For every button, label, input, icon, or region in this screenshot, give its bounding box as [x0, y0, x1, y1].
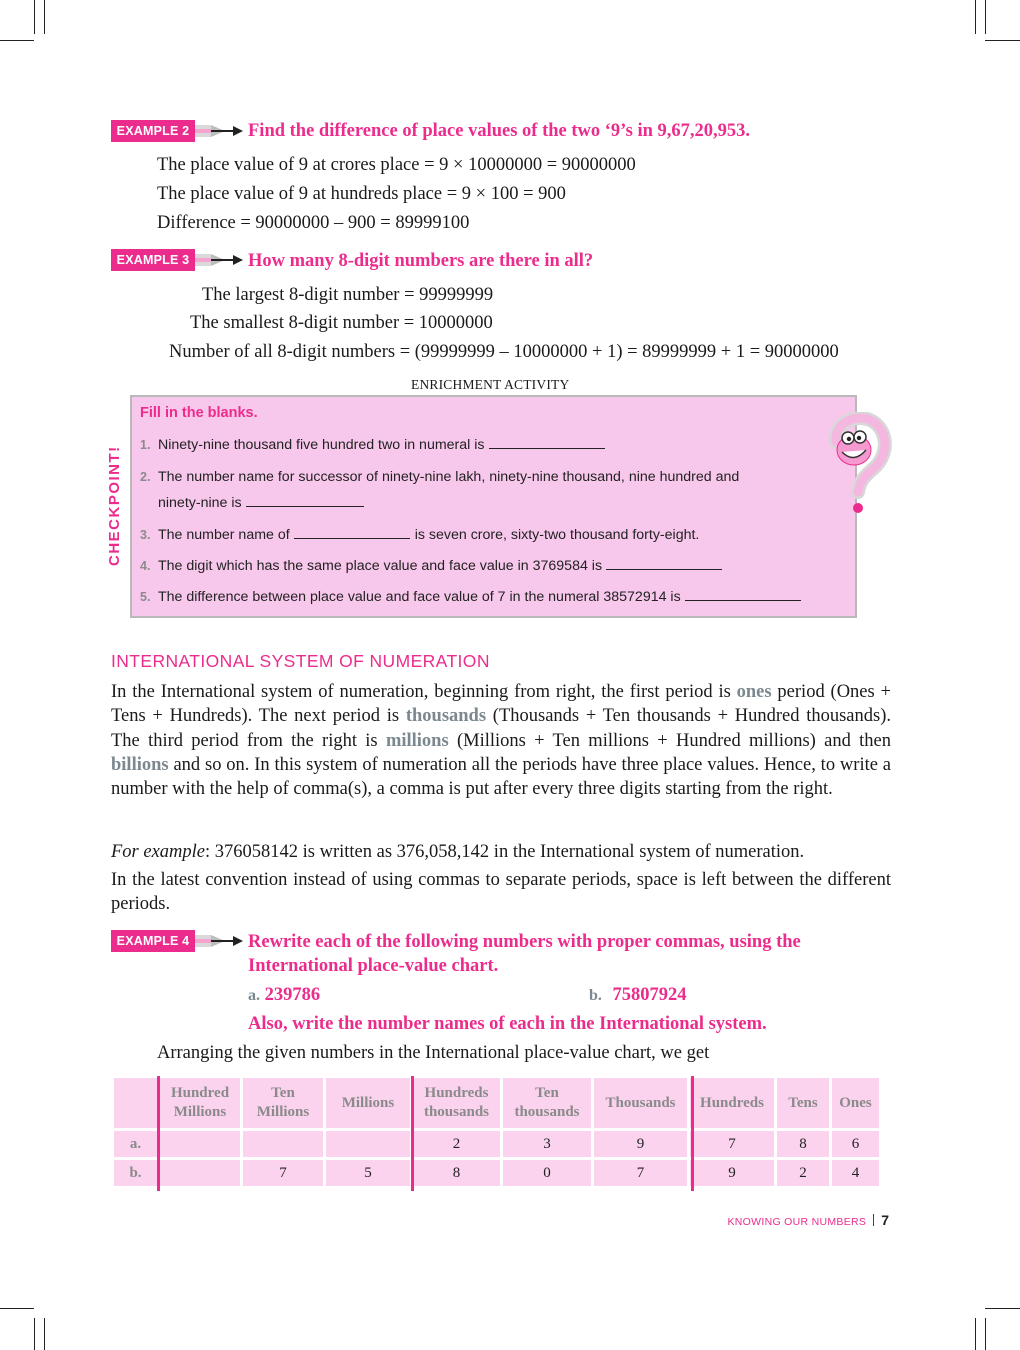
item-text: Ninety-nine thousand five hundred two in numeral is: [158, 437, 485, 453]
example-3-line-3: Number of all 8-digit numbers = (99999999 – 10000000 + 1) = 89999999 + 1 = 90000000: [169, 342, 839, 362]
example-4-question-line-2: International place-value chart.: [248, 956, 499, 976]
checkpoint-item-2: [140, 468, 739, 486]
checkpoint-item-5: [140, 588, 801, 606]
item-text: ninety-nine is: [158, 495, 242, 511]
checkpoint-item-3: [140, 526, 699, 544]
table-header-row: [114, 1078, 879, 1128]
header-hundreds: Hundreds: [690, 1078, 774, 1128]
footer-chapter: KNOWING OUR NUMBERS: [727, 1216, 867, 1228]
answer-blank[interactable]: [489, 447, 605, 449]
table-cell: 9: [690, 1160, 774, 1186]
pencil-arrow-icon: [195, 120, 245, 142]
example-label: For example: [111, 842, 206, 862]
table-cell: 3: [503, 1131, 591, 1157]
checkpoint-item-2-cont: [158, 494, 364, 512]
row-label: b.: [114, 1160, 157, 1186]
checkpoint-side-label: CHECKPOINT!: [106, 445, 123, 566]
pencil-arrow-icon: [195, 249, 245, 271]
table-cell: [160, 1131, 240, 1157]
item-number: 2.: [140, 470, 151, 484]
example-3-question: How many 8-digit numbers are there in all?: [248, 251, 594, 271]
header-ones: Ones: [832, 1078, 879, 1128]
question-mark-mascot-icon: [828, 412, 894, 516]
header-tens: Tens: [777, 1078, 829, 1128]
p1-text-a: In the International system of numeration, beginning from right, the first period is: [111, 682, 737, 702]
table-cell: [160, 1160, 240, 1186]
table-cell: [326, 1131, 410, 1157]
table-cell: 8: [413, 1160, 500, 1186]
page-number: 7: [881, 1212, 889, 1228]
item-text: The digit which has the same place value and face value in 3769584 is: [158, 558, 603, 574]
table-cell: 7: [243, 1160, 323, 1186]
term-thousands: thousands: [405, 706, 487, 727]
period-divider: [691, 1076, 694, 1191]
example-2-line-1: The place value of 9 at crores place = 9 × 10000000 = 90000000: [157, 155, 636, 175]
table-cell: [243, 1131, 323, 1157]
term-ones: ones: [736, 682, 772, 702]
table-cell: 0: [503, 1160, 591, 1186]
example-3-tag: [111, 249, 231, 271]
example-sentence: [111, 840, 804, 864]
example-text: : 376058142 is written as 376,058,142 in the International system of numeration.: [205, 842, 805, 862]
checkpoint-heading: Fill in the blanks.: [140, 405, 258, 421]
item-number: 4.: [140, 559, 151, 573]
header-hundreds-thousands: Hundreds thousands: [413, 1078, 500, 1128]
table-cell: 2: [777, 1160, 829, 1186]
page-footer: [727, 1212, 889, 1230]
example-4-intro: Arranging the given numbers in the International place-value chart, we get: [157, 1043, 710, 1063]
table-cell: 7: [690, 1131, 774, 1157]
section-paragraph-1: [111, 680, 891, 801]
example-4-tag: [111, 930, 231, 952]
p1-text-d: (Millions + Ten millions + Hundred millions) and then: [448, 730, 892, 751]
part-a-value: 239786: [264, 985, 321, 1005]
term-billions: billions: [111, 754, 169, 775]
example-2-line-3: Difference = 90000000 – 900 = 89999100: [157, 213, 470, 233]
item-text: The number name for successor of ninety-nine lakh, ninety-nine thousand, nine hundred and: [158, 469, 740, 485]
example-2-question: Find the difference of place values of the two ‘9’s in 9,67,20,953.: [248, 121, 751, 141]
p1-text-c: (Thousands + Ten thousands + Hundred thousands). The third period from the right is: [111, 706, 892, 751]
place-value-table: [111, 1075, 882, 1189]
table-cell: 9: [594, 1131, 687, 1157]
answer-blank[interactable]: [685, 599, 801, 601]
example-4-question-line-1: Rewrite each of the following numbers with proper commas, using the: [248, 932, 801, 952]
example-4-also: Also, write the number names of each in the International system.: [248, 1014, 767, 1034]
example-2-tag: [111, 120, 231, 142]
answer-blank[interactable]: [294, 537, 410, 539]
header-thousands: Thousands: [594, 1078, 687, 1128]
section-paragraph-3: In the latest convention instead of using commas to separate periods, space is left between the different periods.: [111, 870, 891, 915]
item-number: 5.: [140, 590, 151, 604]
part-a-label: a.: [248, 987, 260, 1004]
header-ten-millions: Ten Millions: [243, 1078, 323, 1128]
term-millions: millions: [385, 730, 449, 751]
answer-blank[interactable]: [246, 505, 364, 507]
example-3-label: EXAMPLE 3: [111, 249, 195, 271]
row-label: a.: [114, 1131, 157, 1157]
table-cell: 6: [832, 1131, 879, 1157]
table-cell: 4: [832, 1160, 879, 1186]
item-text-2: is seven crore, sixty-two thousand forty-eight.: [414, 527, 700, 543]
table-row: [114, 1131, 879, 1157]
item-number: 1.: [140, 438, 151, 452]
table-row: [114, 1160, 879, 1186]
item-text: The difference between place value and face value of 7 in the numeral 38572914 is: [158, 589, 681, 605]
header-ten-thousands: Ten thousands: [503, 1078, 591, 1128]
example-4-part-b: [589, 983, 687, 1008]
answer-blank[interactable]: [606, 568, 722, 570]
part-b-label: b.: [589, 987, 602, 1004]
item-number: 3.: [140, 528, 151, 542]
checkpoint-item-4: [140, 557, 722, 575]
example-4-label: EXAMPLE 4: [111, 930, 195, 952]
section-title: INTERNATIONAL SYSTEM OF NUMERATION: [111, 651, 490, 671]
table-cell: 7: [594, 1160, 687, 1186]
example-3-line-1: The largest 8-digit number = 99999999: [202, 285, 494, 305]
checkpoint-item-1: [140, 436, 605, 454]
example-4-part-a: [248, 983, 320, 1008]
table-cell: 2: [413, 1131, 500, 1157]
example-2-line-2: The place value of 9 at hundreds place = 9 × 100 = 900: [157, 184, 566, 204]
header-millions: Millions: [326, 1078, 410, 1128]
example-3-line-2: The smallest 8-digit number = 10000000: [190, 313, 493, 333]
enrichment-label: ENRICHMENT ACTIVITY: [411, 377, 570, 392]
table-cell: 8: [777, 1131, 829, 1157]
p1-text-e: and so on. In this system of numeration all the periods have three place values. Hence, to write a number with the help of comma(s), a comma is put after every three digits starting from the right.: [111, 754, 891, 800]
table-cell: 5: [326, 1160, 410, 1186]
example-2-label: EXAMPLE 2: [111, 120, 195, 142]
header-hundred-millions: Hundred Millions: [160, 1078, 240, 1128]
footer-divider: [873, 1214, 874, 1226]
part-b-value: 75807924: [612, 985, 687, 1005]
period-divider: [157, 1076, 160, 1191]
pencil-arrow-icon: [195, 930, 245, 952]
p1-text-b: period (Ones + Tens + Hundreds). The next period is: [111, 682, 891, 727]
table-corner: [114, 1078, 157, 1128]
item-text: The number name of: [158, 527, 290, 543]
period-divider: [411, 1076, 414, 1191]
